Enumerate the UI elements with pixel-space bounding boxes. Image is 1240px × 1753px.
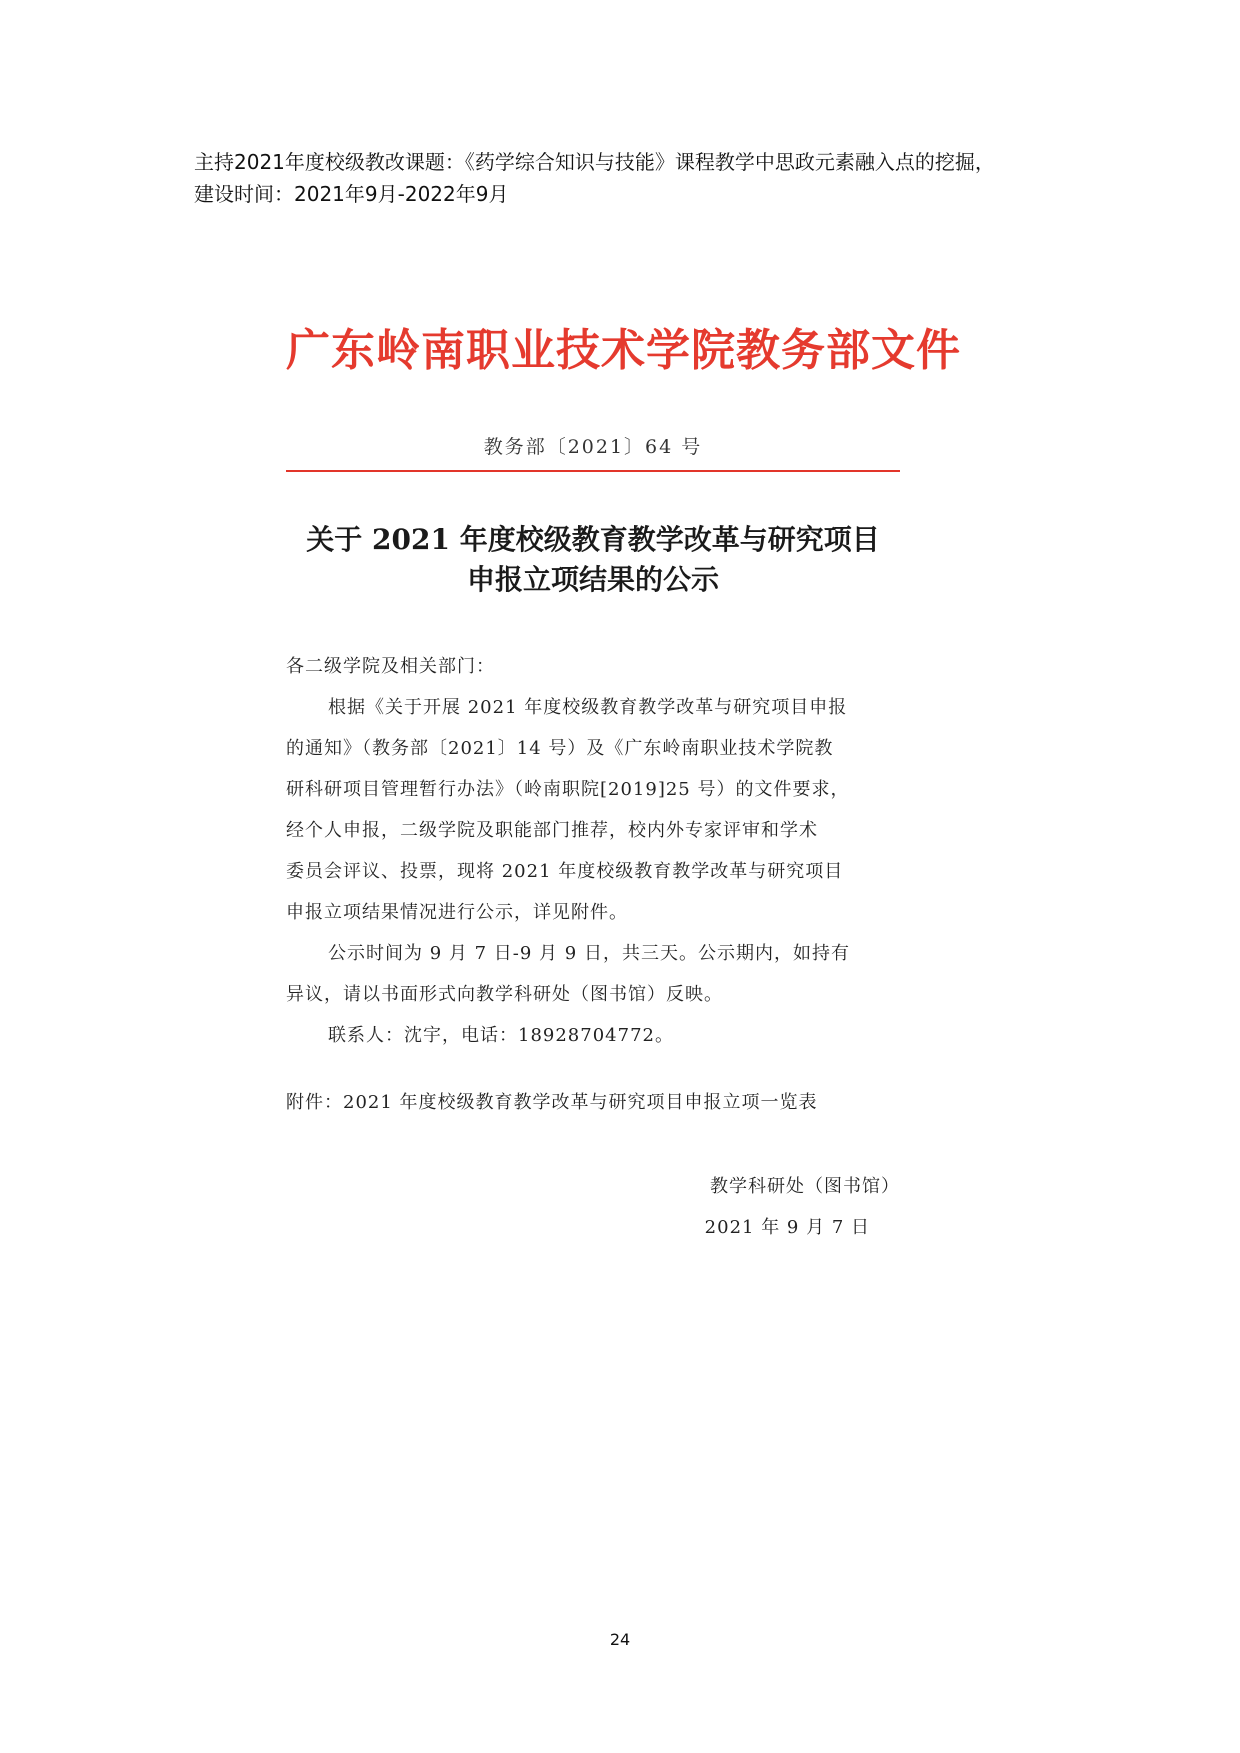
paragraph-2-line: 公示时间为 9 月 7 日-9 月 9 日，共三天。公示期内，如持有 xyxy=(328,943,850,964)
document-body xyxy=(286,646,900,1056)
paragraph-1-line: 委员会评议、投票，现将 2021 年度校级教育教学改革与研究项目 xyxy=(286,861,844,882)
document-title-line-2: 申报立项结果的公示 xyxy=(466,563,719,596)
document-number: 教务部〔2021〕64 号 xyxy=(483,436,703,458)
red-divider xyxy=(286,470,900,472)
paragraph-1-line: 申报立项结果情况进行公示，详见附件。 xyxy=(286,902,628,923)
embedded-document xyxy=(286,300,961,1260)
page-number: 24 xyxy=(609,1630,631,1649)
document-header-title: 广东岭南职业技术学院教务部文件 xyxy=(286,325,961,376)
intro-line-1: 主持2021年度校级教改课题：《药学综合知识与技能》课程教学中思政元素融入点的挖掘， xyxy=(194,150,995,174)
salutation: 各二级学院及相关部门： xyxy=(286,656,495,677)
paragraph-1-line: 研科研项目管理暂行办法》（岭南职院[2019]25 号）的文件要求， xyxy=(286,779,850,800)
signature-block xyxy=(705,1166,900,1248)
document-title xyxy=(286,520,900,600)
document-title-line-1: 关于 2021 年度校级教育教学改革与研究项目 xyxy=(306,523,880,556)
contact-line: 联系人：沈宇，电话：18928704772。 xyxy=(328,1025,674,1046)
signature-date: 2021 年 9 月 7 日 xyxy=(704,1217,870,1238)
paragraph-1-line: 经个人申报，二级学院及职能部门推荐，校内外专家评审和学术 xyxy=(286,820,818,841)
intro-line-2: 建设时间：2021年9月-2022年9月 xyxy=(194,182,509,206)
paragraph-1-line: 根据《关于开展 2021 年度校级教育教学改革与研究项目申报 xyxy=(328,697,848,718)
paragraph-2-line: 异议，请以书面形式向教学科研处（图书馆）反映。 xyxy=(286,984,723,1005)
signature-org: 教学科研处（图书馆） xyxy=(710,1176,900,1197)
attachment-line: 附件：2021 年度校级教育教学改革与研究项目申报立项一览表 xyxy=(286,1092,818,1113)
intro-text xyxy=(194,146,1094,210)
paragraph-1-line: 的通知》（教务部〔2021〕14 号）及《广东岭南职业技术学院教 xyxy=(286,738,834,759)
